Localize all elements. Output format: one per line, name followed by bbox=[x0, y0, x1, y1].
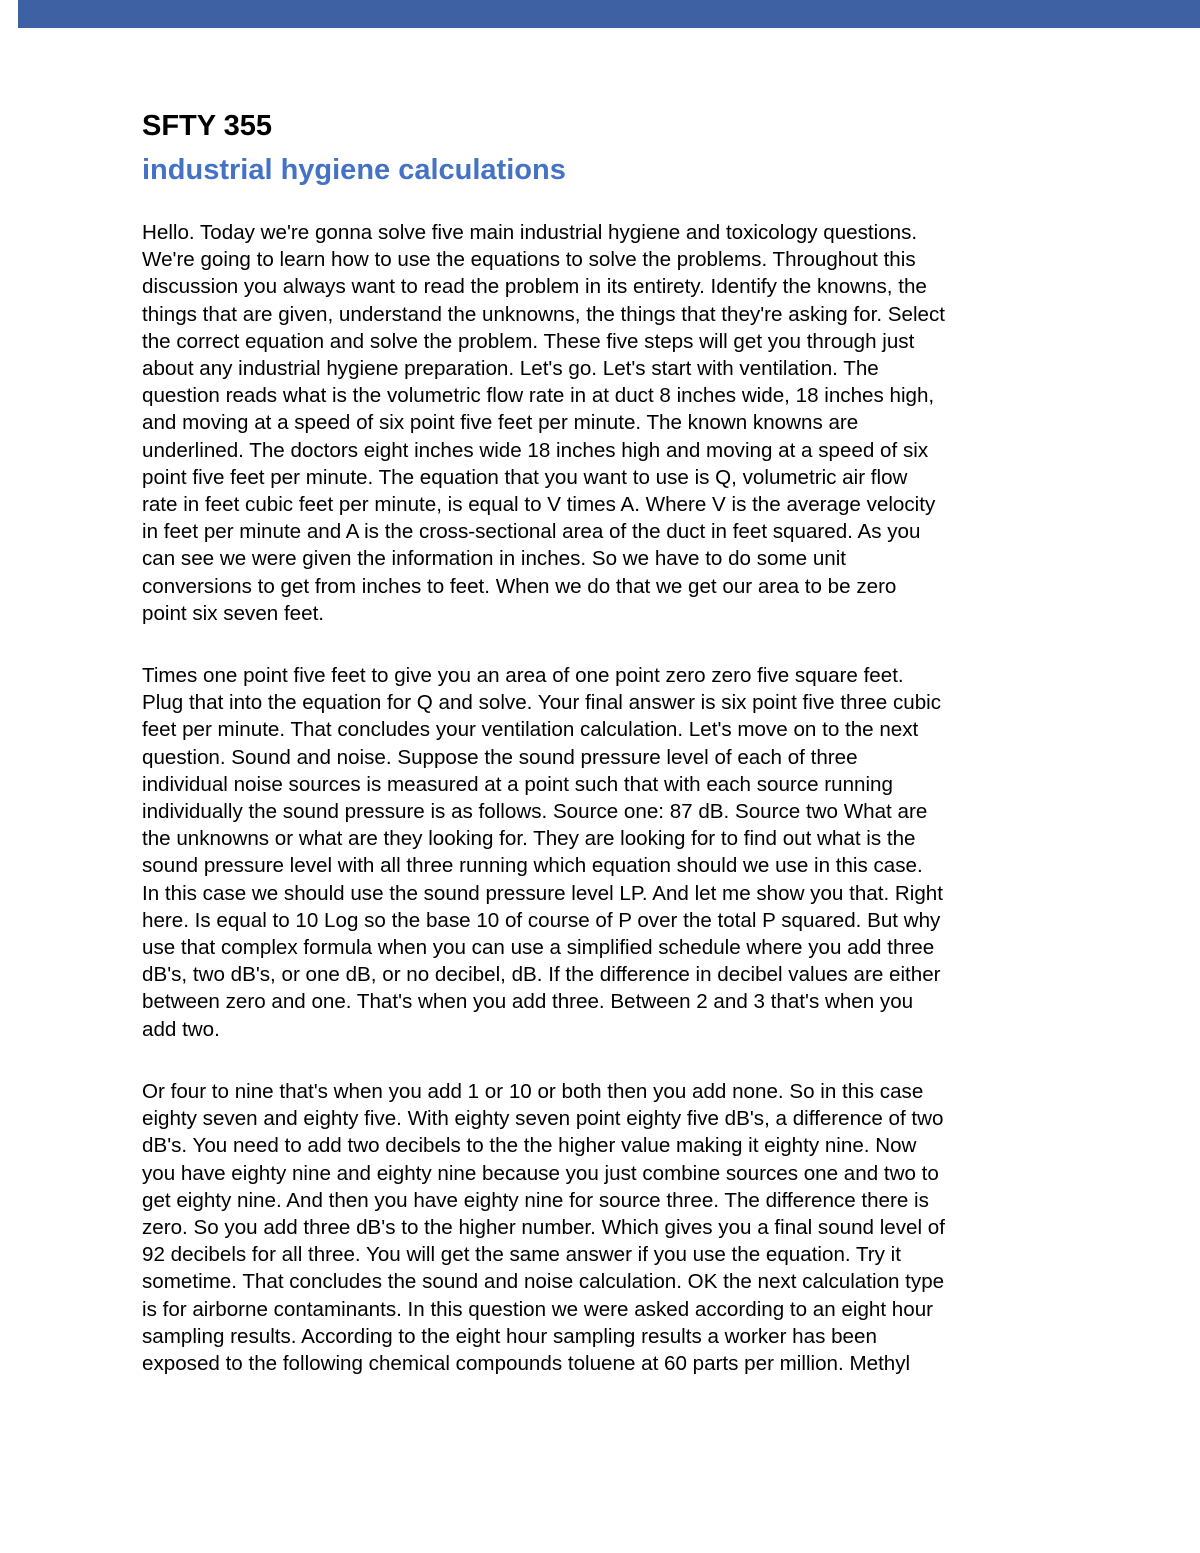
paragraph-airborne-contaminants: Or four to nine that's when you add 1 or 10 or both then you add none. So in this case eighty seven and eighty five. With eighty seven point eighty five dB's, a difference of two dB's. You need to add two decibels to the the higher value making it eighty nine. Now you have eighty nine and eighty nine because you just combine sources one and two to get eighty nine. And then you have eighty nine for source three. The difference there is zero. So you add three dB's to the higher number. Which gives you a final sound level of 92 decibels for all three. You will get the same answer if you use the equation. Try it sometime. That concludes the sound and noise calculation. OK the next calculation type is for airborne contaminants. In this question we were asked according to an eight hour sampling results. According to the eight hour sampling results a worker has been exposed to the following chemical compounds toluene at 60 parts per million. Methyl bbox=[142, 1079, 945, 1375]
document-subtitle: industrial hygiene calculations bbox=[142, 154, 566, 186]
paragraph-ventilation: Hello. Today we're gonna solve five main industrial hygiene and toxicology questions. We're going to learn how to use the equations to solve the problems. Throughout this discussion you always want to read the problem in its entirety. Identify the knowns, the things that are given, understand the unknowns, the things that they're asking for. Select the correct equation and solve the problem. These five steps will get you through just about any industrial hygiene preparation. Let's go. Let's start with ventilation. The question reads what is the volumetric flow rate in at duct 8 inches wide, 18 inches high, and moving at a speed of six point five feet per minute. The known knowns are underlined. The doctors eight inches wide 18 inches high and moving at a speed of six point five feet per minute. The equation that you want to use is Q, volumetric air flow rate in feet cubic feet per minute, is equal to V times A. Where V is the average velocity in feet per minute and A is the cross-sectional area of the duct in feet squared. As you can see we were given the information in inches. So we have to do some unit conversions to get from inches to feet. When we do that we get our area to be zero point six seven feet. bbox=[142, 221, 946, 625]
header-bar bbox=[18, 0, 1200, 28]
paragraph-sound-noise: Times one point five feet to give you an area of one point zero zero five square feet. Plug that into the equation for Q and solve. Your final answer is six point five three cubic feet per minute. That concludes your ventilation calculation. Let's move on to the next question. Sound and noise. Suppose the sound pressure level of each of three individual noise sources is measured at a point such that with each source running individually the sound pressure is as follows. Source one: 87 dB. Source two What are the unknowns or what are they looking for. They are looking for to find out what is the sound pressure level with all three running which equation should we use in this case. In this case we should use the sound pressure level LP. And let me show you that. Right here. Is equal to 10 Log so the base 10 of course of P over the total P squared. But why use that complex formula when you can use a simplified schedule where you add three dB's, two dB's, or one dB, or no decibel, dB. If the difference in decibel values are either between zero and one. That's when you add three. Between 2 and 3 that's when you add two. bbox=[142, 664, 943, 1041]
document-body bbox=[142, 108, 1072, 1377]
document-title: SFTY 355 bbox=[142, 110, 273, 142]
